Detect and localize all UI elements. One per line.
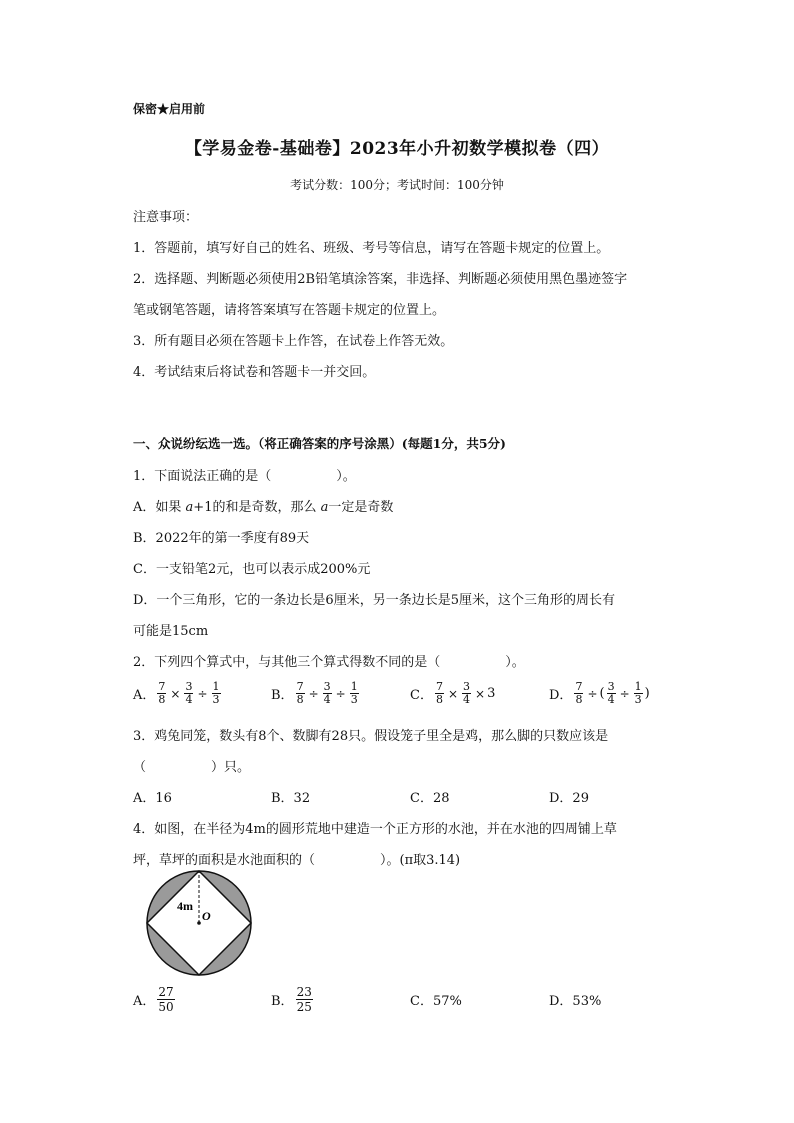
question-2-option-d: D． $\frac{7}{8}$ ÷ ( $\frac{3}{4}$ ÷ $\frac{1}{3}$ ) — [549, 680, 650, 706]
question-1-option-c: C．一支铅笔2元，也可以表示成200%元 — [133, 562, 371, 577]
question-4-option-d: D．53% — [549, 994, 602, 1009]
note-item: 3．所有题目必须在答题卡上作答，在试卷上作答无效。 — [133, 334, 454, 349]
question-3-option-d: D．29 — [549, 791, 589, 806]
note-item: 笔或钢笔答题，请将答案填写在答题卡规定的位置上。 — [133, 303, 446, 318]
note-item: 2．选择题、判断题必须使用2B铅笔填涂答案，非选择、判断题必须使用黑色墨迹签字 — [133, 272, 628, 287]
note-item: 4．考试结束后将试卷和答题卡一并交回。 — [133, 365, 376, 380]
question-3-option-c: C．28 — [410, 791, 450, 806]
note-item: 1．答题前，填写好自己的姓名、班级、考号等信息，请写在答题卡规定的位置上。 — [133, 241, 610, 256]
question-1-option-d: D．一个三角形，它的一条边长是6厘米，另一条边长是5厘米，这个三角形的周长有 — [133, 593, 615, 608]
center-label: O — [202, 909, 211, 923]
question-1-option-a: A．如果 a+1的和是奇数，那么 a一定是奇数 — [133, 500, 394, 515]
page-title: 【学易金卷-基础卷】2023年小升初数学模拟卷（四） — [184, 139, 610, 159]
question-3-stem-cont: （ ）只。 — [133, 760, 251, 775]
question-4-option-c: C．57% — [410, 994, 462, 1009]
question-4-stem: 4．如图，在半径为4m的圆形荒地中建造一个正方形的水池，并在水池的四周铺上草 — [133, 822, 617, 837]
question-1-option-b: B．2022年的第一季度有89天 — [133, 531, 310, 546]
question-2-option-c: C． $\frac{7}{8}$ × $\frac{3}{4}$ × 3 — [410, 680, 496, 706]
question-4-option-b: B． $\frac{23}{25}$ — [271, 985, 312, 1014]
question-3-option-a: A．16 — [133, 791, 172, 806]
question-2-stem: 2．下列四个算式中，与其他三个算式得数不同的是（ ）。 — [133, 655, 525, 670]
radius-label: 4m — [177, 899, 193, 913]
question-4-option-a: A． $\frac{27}{50}$ — [133, 985, 174, 1014]
question-3-option-b: B．32 — [271, 791, 311, 806]
section-heading: 一、众说纷纭选一选。（将正确答案的序号涂黑）(每题1分，共5分) — [133, 436, 506, 451]
question-3-stem: 3．鸡兔同笼，数头有8个、数脚有28只。假设笼子里全是鸡，那么脚的只数应该是 — [133, 729, 609, 744]
question-4-stem-cont: 坪，草坪的面积是水池面积的（ ）。(π取3.14) — [133, 853, 461, 868]
exam-info: 考试分数：100分；考试时间：100分钟 — [290, 178, 504, 192]
confidential-label: 保密★启用前 — [133, 102, 206, 116]
question-2-option-b: B． $\frac{7}{8}$ ÷ $\frac{3}{4}$ ÷ $\frac{1}{3}$ — [271, 680, 358, 706]
circle-square-figure — [144, 868, 254, 978]
notes-heading: 注意事项： — [133, 210, 199, 225]
center-point — [197, 921, 201, 925]
question-1-option-d-cont: 可能是15cm — [133, 624, 209, 639]
question-1-stem: 1．下面说法正确的是（ ）。 — [133, 469, 356, 484]
question-2-option-a: A． $\frac{7}{8}$ × $\frac{3}{4}$ ÷ $\frac{1}{3}$ — [133, 680, 220, 706]
